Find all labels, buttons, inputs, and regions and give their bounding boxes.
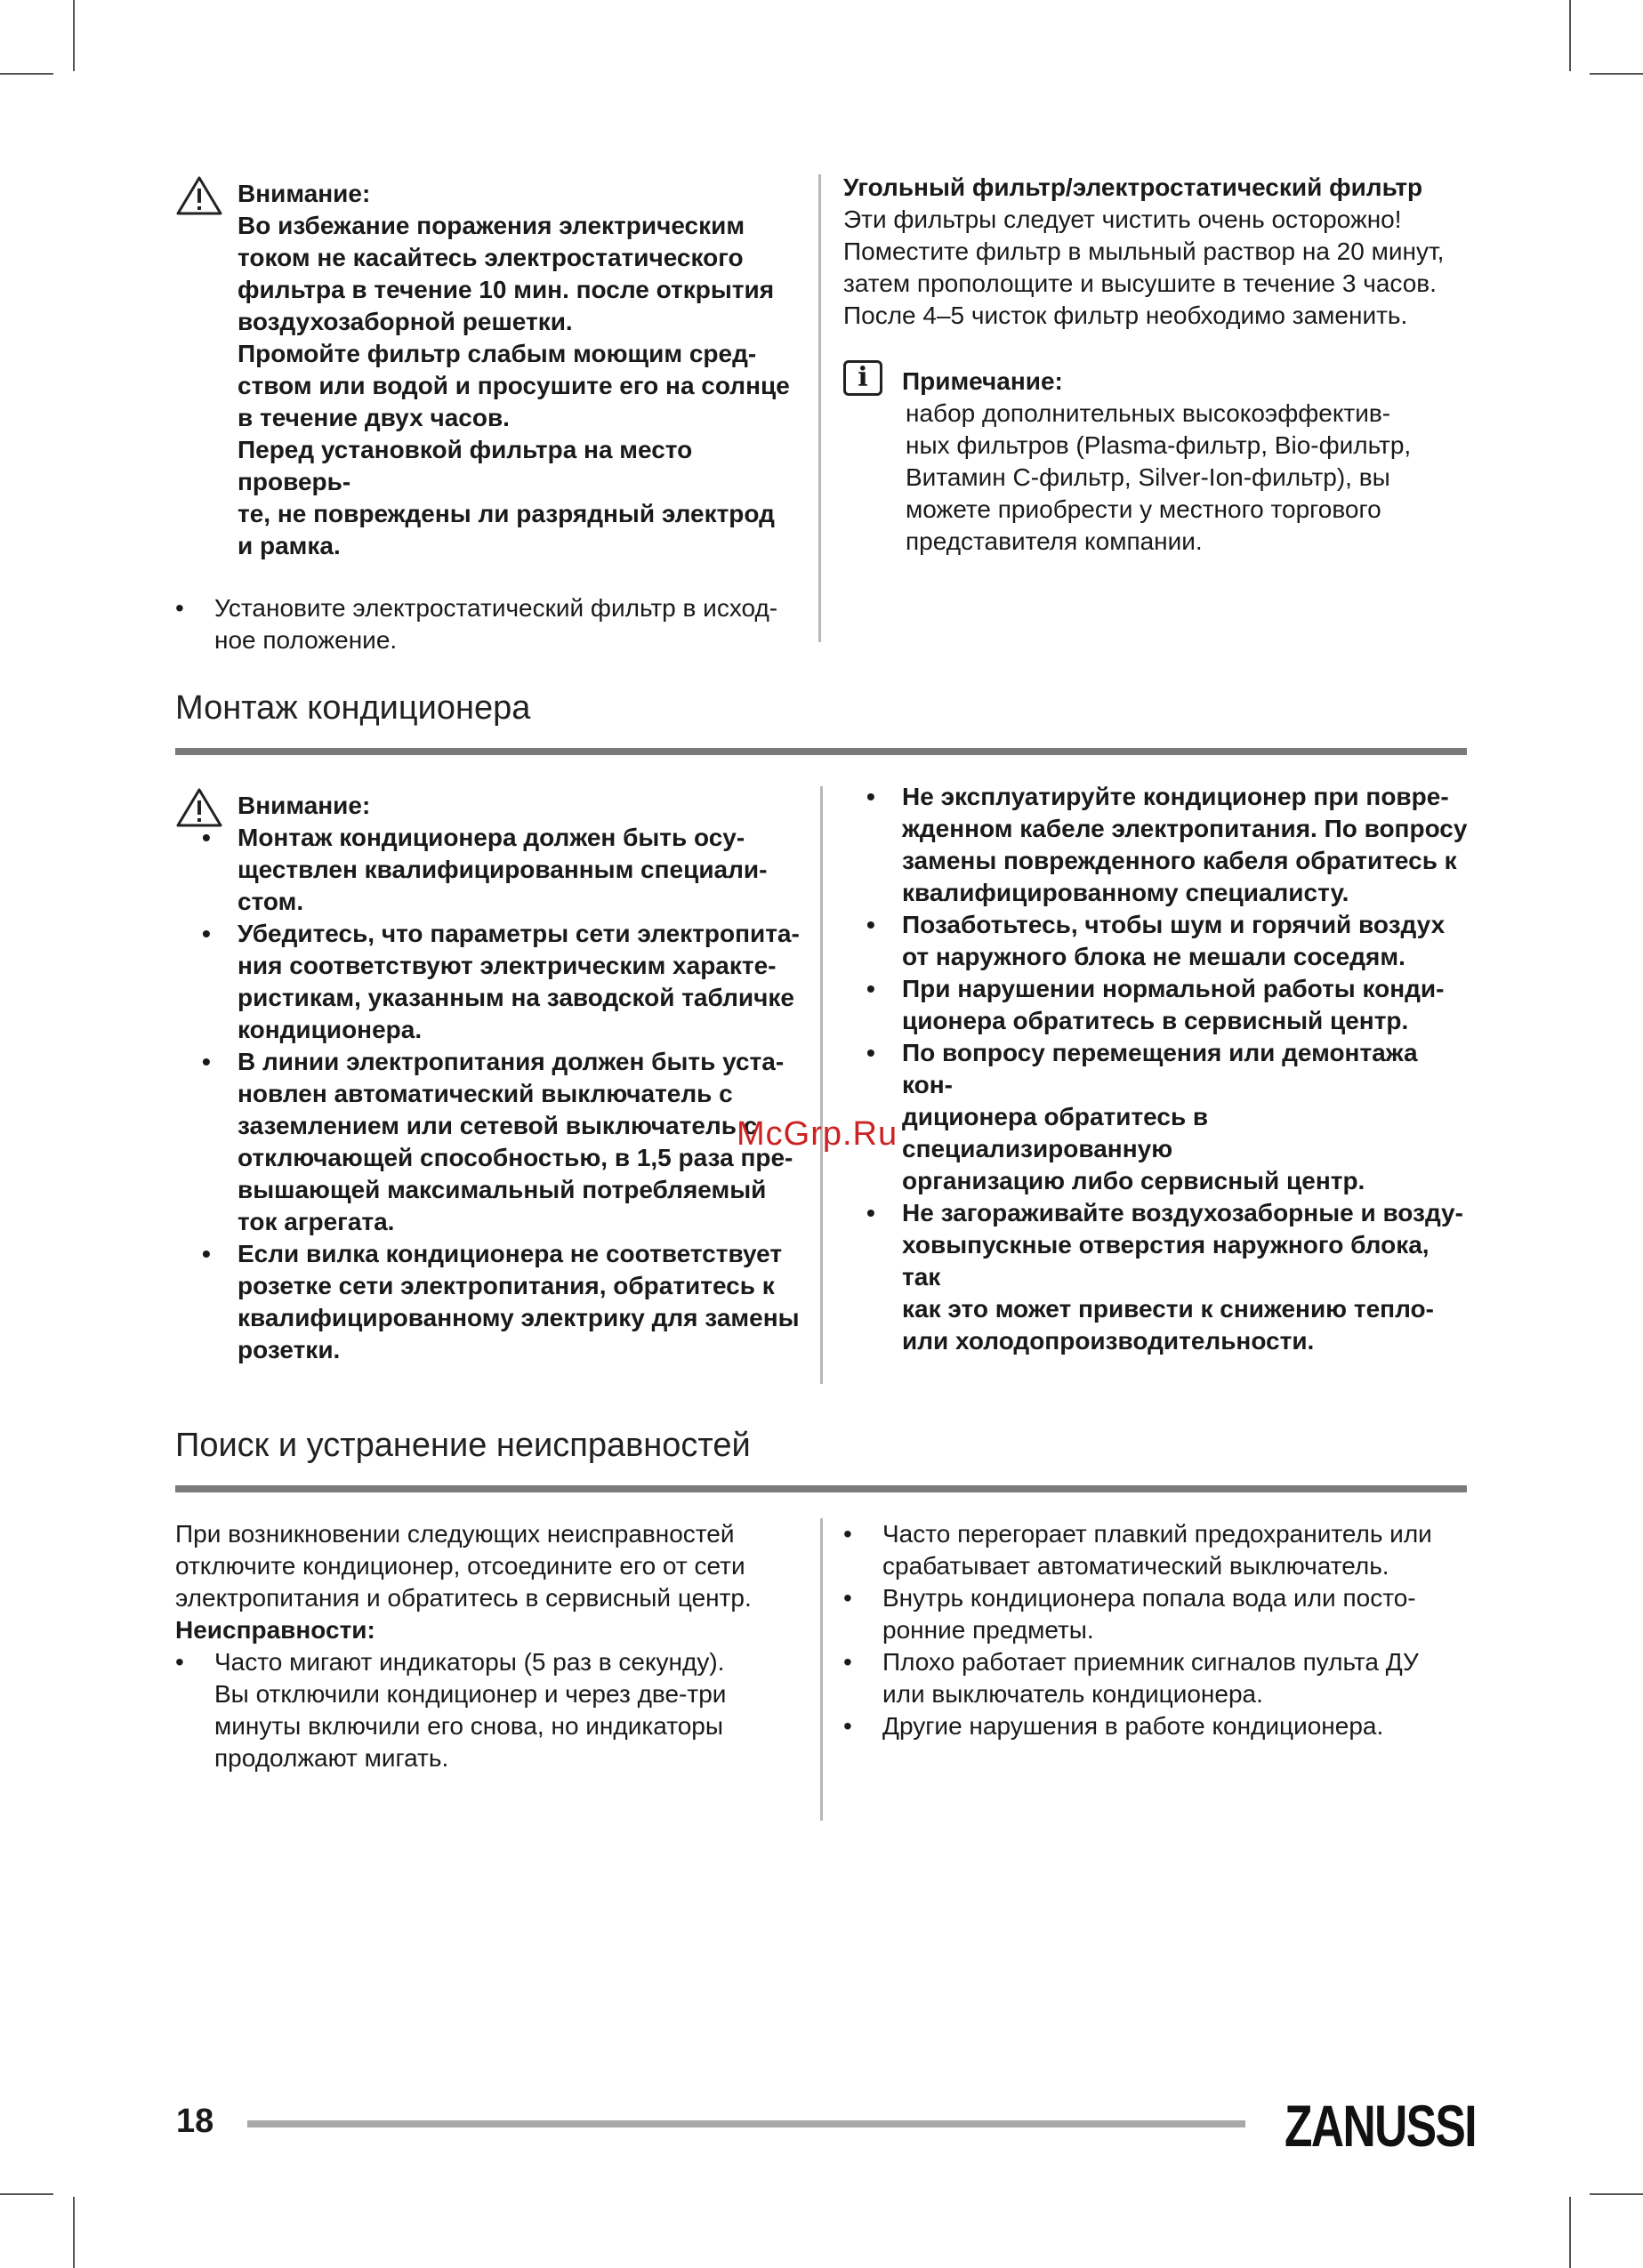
text-line: фильтра в течение 10 мин. после открытия (238, 276, 775, 303)
warning-list (202, 822, 802, 1366)
warning-block (175, 178, 802, 562)
list-item (202, 918, 802, 1046)
brand-logo: ZANUSSI (1285, 2093, 1477, 2159)
watermark: McGrp.Ru (737, 1115, 898, 1153)
text-line: те, не повреждены ли разрядный электрод (238, 500, 775, 527)
list-item (202, 1238, 802, 1366)
text-line: ховыпускные отверстия наружного блока, так (902, 1231, 1430, 1291)
warning-text (238, 210, 802, 562)
text-line: • Внутрь кондиционера попала вода или посто- (882, 1584, 1416, 1612)
list-item (843, 1518, 1475, 1582)
text-line: ществлен квалифицированным специали- (238, 856, 768, 883)
text-line: ных фильтров (Plasma-фильтр, Bio-фильтр, (906, 431, 1412, 459)
text-line: Промойте фильтр слабым моющим сред- (238, 340, 757, 367)
text-line: • Установите электростатический фильтр в исход- (214, 594, 778, 622)
text-line: квалифицированному электрику для замены (238, 1304, 800, 1331)
text-line: • В линии электропитания должен быть уста- (238, 1048, 785, 1075)
text-line: минуты включили его снова, но индикаторы (214, 1712, 723, 1740)
trouble-right-column (843, 1518, 1475, 1742)
footer-rule (247, 2120, 1245, 2127)
text-line: замены поврежденного кабеля обратитесь к (902, 847, 1457, 874)
list-item (202, 1046, 802, 1238)
warning-label: Внимание: (238, 180, 371, 207)
text-line: квалифицированному специалисту. (902, 879, 1349, 906)
section-rule (175, 1485, 1467, 1492)
text-line: • Убедитесь, что параметры сети электропита- (238, 920, 800, 947)
list-item (843, 1582, 1475, 1646)
faults-label: Неисправности: (175, 1616, 375, 1644)
text-line: • Монтаж кондиционера должен быть осу- (238, 824, 745, 851)
text-line: можете приобрести у местного торгового (906, 495, 1381, 523)
crop-mark (73, 2197, 75, 2268)
text-line: ристикам, указанным на заводской табличке (238, 984, 794, 1011)
faults-list (843, 1518, 1475, 1742)
column-divider (820, 786, 823, 1384)
install-left-column (175, 790, 802, 1366)
text-line: или холодопроизводительности. (902, 1327, 1315, 1355)
text-line: и рамка. (238, 532, 341, 559)
text-line: ционера обратитесь в сервисный центр. (902, 1007, 1409, 1034)
text-line: воздухозаборной решетки. (238, 308, 573, 335)
text-line: Вы отключили кондиционер и через две-три (214, 1680, 727, 1708)
page-number: 18 (176, 2103, 214, 2140)
list-item (843, 1646, 1475, 1710)
crop-mark (0, 73, 53, 75)
text-line: Витамин С-фильтр, Silver-Ion-фильтр), вы (906, 463, 1390, 491)
list-item (866, 1197, 1473, 1357)
section-rule (175, 748, 1467, 755)
text-line: После 4–5 чисток фильтр необходимо заменить. (843, 302, 1408, 329)
text-line: розетки. (238, 1336, 341, 1363)
text-line: ронние предметы. (882, 1616, 1094, 1644)
text-line: ния соответствуют электрическим характе- (238, 952, 777, 979)
text-line: • Часто перегорает плавкий предохранитель или (882, 1520, 1432, 1548)
text-line: Поместите фильтр в мыльный раствор на 20 минут, (843, 237, 1445, 265)
column-divider (820, 1518, 823, 1821)
list-item (866, 973, 1473, 1037)
text-line: срабатывает автоматический выключатель. (882, 1552, 1389, 1580)
text-line: вышающей максимальный потребляемый (238, 1176, 767, 1203)
text-line: Во избежание поражения электрическим (238, 212, 745, 239)
text-line: • Если вилка кондиционера не соответствует (238, 1240, 783, 1267)
top-left-column (175, 178, 802, 656)
list-item (202, 822, 802, 918)
crop-mark (1590, 2193, 1643, 2195)
list-item (866, 781, 1473, 909)
text-line: • Не загораживайте воздухозаборные и возду- (902, 1199, 1463, 1226)
text-line: в течение двух часов. (238, 404, 510, 431)
text-line: • По вопросу перемещения или демонтажа кон- (902, 1039, 1418, 1098)
warning-list (866, 781, 1473, 1357)
column-divider (818, 174, 821, 642)
text-line: как это может привести к снижению тепло- (902, 1295, 1434, 1323)
text-line: или выключатель кондиционера. (882, 1680, 1263, 1708)
text-line: При возникновении следующих неисправностей (175, 1520, 735, 1548)
list-item (175, 592, 802, 656)
text-line: ное положение. (214, 626, 398, 654)
section-title-install: Монтаж кондиционера (175, 689, 531, 727)
text-line: ством или водой и просушите его на солнце (238, 372, 790, 399)
text-line: ток агрегата. (238, 1208, 395, 1235)
text-line: кондиционера. (238, 1016, 423, 1043)
text-line: • Другие нарушения в работе кондиционера. (882, 1712, 1384, 1740)
text-line: организацию либо сервисный центр. (902, 1167, 1365, 1194)
bullet-list (175, 592, 802, 656)
crop-mark (0, 2193, 53, 2195)
text-line: • При нарушении нормальной работы конди- (902, 975, 1445, 1002)
warning-triangle-icon (175, 174, 223, 217)
text-line: затем прополощите и высушите в течение 3 часов. (843, 269, 1437, 297)
faults-list (175, 1646, 802, 1774)
text-line: жденном кабеле электропитания. По вопросу (902, 815, 1468, 842)
text-line: • Часто мигают индикаторы (5 раз в секунду). (214, 1648, 725, 1676)
crop-mark (1590, 73, 1643, 75)
list-item (175, 1646, 802, 1774)
text-line: набор дополнительных высокоэффектив- (906, 399, 1391, 427)
list-item (866, 909, 1473, 973)
text-line: продолжают мигать. (214, 1744, 449, 1772)
note-block (843, 362, 1475, 558)
text-line: новлен автоматический выключатель с (238, 1080, 733, 1107)
text-line: • Не эксплуатируйте кондиционер при повре- (902, 783, 1449, 810)
text-line: от наружного блока не мешали соседям. (902, 943, 1405, 970)
text-line: стом. (238, 888, 304, 915)
text-line: диционера обратитесь в специализированную (902, 1103, 1209, 1162)
text-line: отключающей способностью, в 1,5 раза пре- (238, 1144, 793, 1171)
text-line: Перед установкой фильтра на место проверь- (238, 436, 693, 495)
text-line: заземлением или сетевой выключатель с (238, 1112, 758, 1139)
text-line: электропитания и обратитесь в сервисный центр. (175, 1584, 752, 1612)
list-item (866, 1037, 1473, 1197)
warning-block (175, 790, 802, 822)
filter-heading: Угольный фильтр/электростатический фильтр (843, 173, 1423, 201)
list-item (843, 1710, 1475, 1742)
text-line: отключите кондиционер, отсоедините его от сети (175, 1552, 745, 1580)
info-icon: i (843, 360, 882, 396)
crop-mark (1569, 2197, 1571, 2268)
text-line: представителя компании. (906, 527, 1203, 555)
text-line: • Плохо работает приемник сигналов пульта ДУ (882, 1648, 1419, 1676)
text-line: током не касайтесь электростатического (238, 244, 744, 271)
warning-label: Внимание: (238, 792, 371, 819)
text-line: Эти фильтры следует чистить очень осторожно! (843, 205, 1402, 233)
note-label: Примечание: (902, 367, 1063, 395)
top-right-column (843, 172, 1475, 558)
crop-mark (73, 0, 75, 71)
crop-mark (1569, 0, 1571, 71)
text-line: розетке сети электропитания, обратитесь к (238, 1272, 775, 1299)
section-title-troubleshooting: Поиск и устранение неисправностей (175, 1427, 751, 1464)
trouble-left-column (175, 1518, 802, 1774)
install-right-column (866, 781, 1473, 1357)
text-line: • Позаботьтесь, чтобы шум и горячий воздух (902, 911, 1446, 938)
